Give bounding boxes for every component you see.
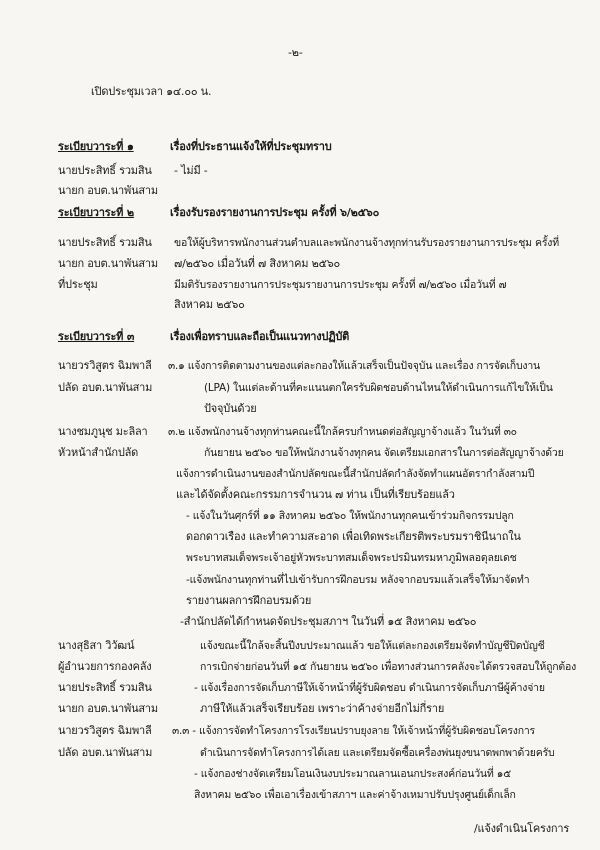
s4-line1: - แจ้งเรื่องการจัดเก็บภาษีให้เจ้าหน้าที่ผู้รับผิดชอบ ดำเนินการจัดเก็บภาษีผู้ค้างจ่าย	[194, 682, 545, 694]
agenda1-value: - ไม่มี -	[174, 164, 208, 177]
s5-line3: - แจ้งกองช่างจัดเตรียมโอนเงินงบประมาณลานเอนกประสงค์ก่อนวันที่ ๑๕	[194, 768, 511, 780]
s1-position: ปลัด อบต.นาพันสาม	[58, 381, 153, 394]
s1-line1: ๓.๑ แจ้งการติดตามงานของแต่ละกองให้แล้วเสร็จเป็นปัจจุบัน และเรื่อง การจัดเก็บงาน	[168, 360, 541, 372]
agenda2-meeting-label: ที่ประชุม	[58, 278, 98, 291]
s5-line2: ดำเนินการจัดทำโครงการได้เลย และเตรียมจัดซื้อเครื่องพ่นยุงขนาดพกพาด้วยครับ	[200, 747, 555, 759]
s1-line2: (LPA) ในแต่ละด้านที่คะแนนตกใครรับผิดชอบด้านไหนให้ดำเนินการแก้ไขให้เป็น	[204, 382, 553, 394]
s2-line4: และได้จัดตั้งคณะกรรมการจำนวน ๗ ท่าน เป็นที่เรียบร้อยแล้ว	[176, 488, 455, 501]
s2-position: หัวหน้าสำนักปลัด	[58, 446, 139, 459]
s5-line1: ๓.๓ - แจ้งการจัดทำโครงการโรงเรียนปราบยุงลาย ให้เจ้าหน้าที่ผู้รับผิดชอบโครงการ	[172, 725, 535, 737]
page-number: -๒-	[288, 46, 303, 59]
s2-line9: รายงานผลการฝึกอบรมด้วย	[186, 594, 312, 607]
agenda2-meeting-line2: สิงหาคม ๒๕๖๐	[174, 298, 245, 311]
s1-speaker: นายวรวิสูตร ฉิมพาลี	[58, 359, 152, 372]
agenda3-label: ระเบียบวาระที่ ๓	[58, 330, 135, 343]
s2-line5: - แจ้งในวันศุกร์ที่ ๑๑ สิงหาคม ๒๕๖๐ ให้พนักงานทุกคนเข้าร่วมกิจกรรมปลูก	[186, 510, 514, 522]
s5-speaker: นายวรวิสูตร ฉิมพาลี	[58, 724, 152, 737]
agenda2-label: ระเบียบวาระที่ ๒	[58, 206, 134, 219]
agenda3-title: เรื่องเพื่อทราบและถือเป็นแนวทางปฏิบัติ	[170, 330, 350, 343]
s2-line7: พระบาทสมเด็จพระเจ้าอยู่หัวพระบาทสมเด็จพระปรมินทรมหาภูมิพลอดุลยเดช	[186, 552, 517, 564]
s2-line8: -แจ้งพนักงานทุกท่านที่ไปเข้ารับการฝึกอบรม หลังจากอบรมแล้วเสร็จให้มาจัดทำ	[186, 574, 530, 586]
s2-line10: -สำนักปลัดได้กำหนดจัดประชุมสภาฯ ในวันที่ ๑๕ สิงหาคม ๒๕๖๐	[180, 615, 477, 628]
agenda2-position: นายก อบต.นาพันสาม	[58, 257, 158, 270]
agenda2-title: เรื่องรับรองรายงานการประชุม ครั้งที่ ๖/๒๕๖๐	[170, 206, 380, 219]
s2-line6: ดอกดาวเรือง และทำความสะอาด เพื่อเทิดพระเกียรติพระบรมราชินีนาถใน	[186, 530, 521, 543]
s2-line3: แจ้งการดำเนินงานของสำนักปลัดขณะนี้สำนักปลัดกำลังจัดทำแผนอัตรากำลังสามปี	[176, 468, 535, 480]
agenda2-line1: ขอให้ผู้บริหารพนักงานส่วนตำบลและพนักงานจ้างทุกท่านรับรองรายงานการประชุม ครั้งที่	[174, 237, 559, 249]
s3-speaker: นางสุธิสา วิวัฒน์	[58, 639, 135, 652]
s5-line4: สิงหาคม ๒๕๖๐ เพื่อเอาเรื่องเข้าสภาฯ และค่าจ้างเหมาปรับปรุงศูนย์เด็กเล็ก	[194, 789, 516, 801]
agenda1-speaker: นายประสิทธิ์ รวมสิน	[58, 164, 152, 177]
s3-line2: การเบิกจ่ายก่อนวันที่ ๑๕ กันยายน ๒๕๖๐ เพื่อทางส่วนการคลังจะได้ตรวจสอบให้ถูกต้อง	[200, 661, 577, 673]
s3-position: ผู้อำนวยการกองคลัง	[58, 660, 152, 673]
agenda1-label: ระเบียบวาระที่ ๑	[58, 140, 134, 153]
s3-line1: แจ้งขณะนี้ใกล้จะสิ้นปีงบประมาณแล้ว ขอให้แต่ละกองเตรียมจัดทำบัญชีปิดบัญชี	[200, 640, 545, 652]
agenda1-position: นายก อบต.นาพันสาม	[58, 184, 158, 197]
s2-speaker: นางชมภูนุช มะลิลา	[58, 425, 148, 438]
opening-time: เปิดประชุมเวลา ๑๔.๐๐ น.	[91, 85, 212, 98]
s2-line1: ๓.๒ แจ้งพนักงานจ้างทุกท่านคณะนี้ใกล้ครบกำหนดต่อสัญญาจ้างแล้ว ในวันที่ ๓๐	[168, 426, 517, 438]
s4-line2: ภาษีให้แล้วเสร็จเรียบร้อย เพราะว่าค้างจ่ายอีกไม่กี่ราย	[200, 702, 445, 715]
s2-line2: กันยายน ๒๕๖๐ ขอให้พนักงานจ้างทุกคน จัดเตรียมเอกสารในการต่อสัญญาจ้างด้วย	[204, 447, 564, 459]
agenda2-line2: ๗/๒๕๖๐ เมื่อวันที่ ๗ สิงหาคม ๒๕๖๐	[174, 257, 341, 270]
agenda2-meeting-line1: มีมติรับรองรายงานการประชุมรายงานการประชุม ครั้งที่ ๗/๒๕๖๐ เมื่อวันที่ ๗	[174, 279, 507, 291]
agenda1-title: เรื่องที่ประธานแจ้งให้ที่ประชุมทราบ	[170, 140, 332, 153]
s1-line3: ปัจจุบันด้วย	[204, 402, 257, 415]
s4-position: นายก อบต.นาพันสาม	[58, 702, 158, 715]
footer-continuation: /แจ้งดำเนินโครงการ	[474, 822, 570, 835]
s4-speaker: นายประสิทธิ์ รวมสิน	[58, 681, 152, 694]
agenda2-speaker: นายประสิทธิ์ รวมสิน	[58, 236, 152, 249]
s5-position: ปลัด อบต.นาพันสาม	[58, 746, 153, 759]
